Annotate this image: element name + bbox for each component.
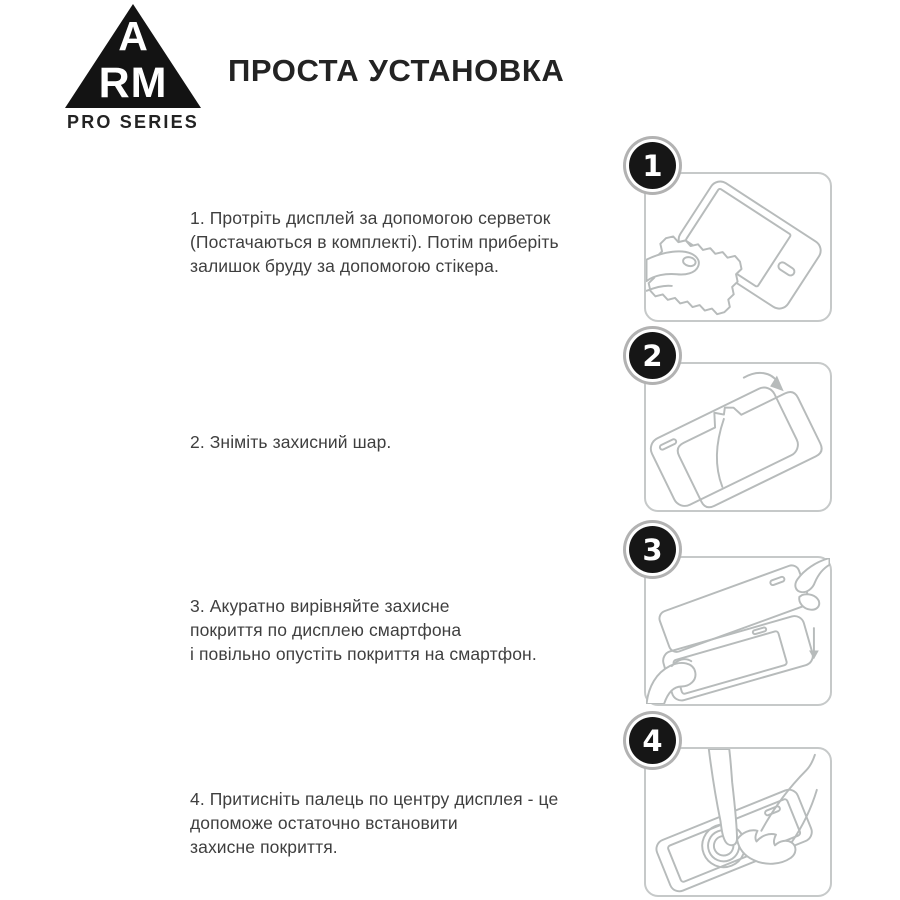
step-text-line: 1. Протріть дисплей за допомогою серветок [190,208,551,228]
step-text-line: (Постачаються в комплекті). Потім приберіть [190,232,559,252]
peel-arrow-icon [744,373,778,383]
step-3-text [190,594,640,666]
step-text-line: захисне покриття. [190,837,338,857]
index-finger-icon [709,749,737,845]
wipe-display-illustration [646,174,830,320]
screen-protector-icon [657,563,811,654]
step-text-line: залишок бруду за допомогою стікера. [190,256,499,276]
logo-triangle [60,4,206,110]
folded-fingers-icon [737,830,795,864]
logo-letter-a: A [118,13,148,59]
page-title: ПРОСТА УСТАНОВКА [228,53,565,88]
step-2-text [190,430,640,454]
step-1-text [190,206,640,278]
step-text-line: 4. Притисніть палець по центру дисплея - це [190,789,559,809]
step-4-badge: 4 [629,717,676,764]
step-3-illustration [642,532,832,706]
step-text-line: 3. Акуратно вирівняйте захисне [190,596,450,616]
step-1-badge: 1 [629,142,676,189]
step-text-line: і повільно опустіть покриття на смартфон. [190,644,537,664]
step-2-illustration [642,338,832,512]
step-1-illustration [642,148,832,322]
logo-letters-rm: RM [98,59,168,107]
protective-film-icon [669,377,825,510]
hand-wrist-line [792,790,817,843]
right-hand-icon [795,558,829,592]
step-text-line: покриття по дисплею смартфона [190,620,462,640]
step-4-illustration [642,723,832,897]
arm-pro-series-logo [60,4,206,133]
align-protector-illustration [646,558,830,704]
peel-arrow-head [770,376,784,392]
step-3-badge: 3 [629,526,676,573]
step-2-badge: 2 [629,332,676,379]
film-crease-line [696,419,750,487]
press-center-illustration [646,749,830,895]
phone-icon [647,384,802,510]
logo-series-label: PRO SERIES [66,112,200,132]
left-hand-icon [647,663,696,704]
step-text-line: 2. Зніміть захисний шар. [190,432,392,452]
step-4-text [190,787,640,859]
peel-layer-illustration [646,364,830,510]
step-text-line: допоможе остаточно встановити [190,813,458,833]
